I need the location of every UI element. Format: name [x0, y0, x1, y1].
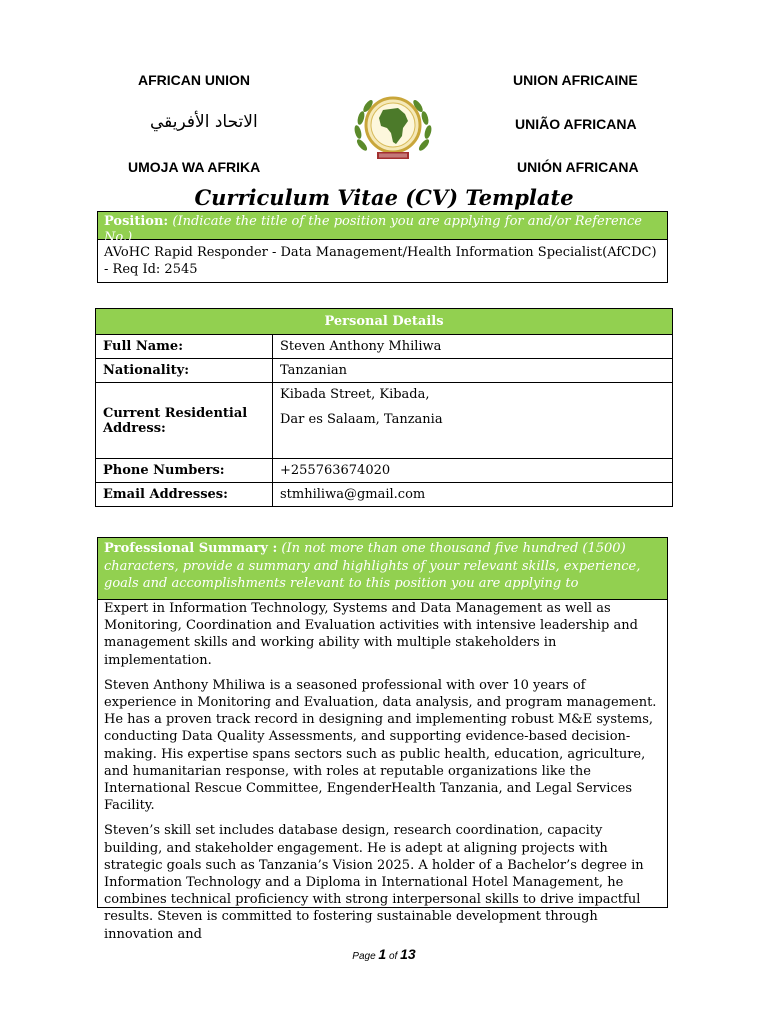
full-name-value: Steven Anthony Mhiliwa [273, 335, 673, 359]
full-name-label: Full Name: [96, 335, 273, 359]
position-section [97, 211, 668, 283]
table-row [96, 335, 673, 359]
address-value [273, 383, 673, 459]
address-label: Current Residential Address: [96, 383, 273, 459]
summary-body [98, 600, 667, 943]
header-french: UNION AFRICAINE [513, 72, 638, 88]
header-swahili: UMOJA WA AFRIKA [128, 159, 261, 175]
table-row [96, 383, 673, 459]
position-value: AVoHC Rapid Responder - Data Management/Health Information Specialist(AfCDC) - Req Id: 2545 [104, 245, 657, 277]
personal-details-table [95, 308, 673, 507]
table-row [96, 359, 673, 383]
total-pages: 13 [400, 946, 416, 962]
header-spanish: UNIÓN AFRICANA [517, 159, 639, 175]
page-number [0, 946, 768, 962]
page-word: Page [352, 951, 376, 962]
document-title: Curriculum Vitae (CV) Template [194, 185, 574, 210]
summary-paragraph: Steven’s skill set includes database design, research coordination, capacity building, and stakeholder engagement. He is adept at aligning projects with strategic goals such as Tanzania’s Vision 2025. A holder of a Bachelor’s degree in Information Technology and a Diploma in International Hotel Management, he combines technical proficiency with strong interpersonal skills to drive impactful results. Steven is committed to fostering sustainable development through innovation and [104, 823, 644, 942]
summary-paragraph: Steven Anthony Mhiliwa is a seasoned professional with over 10 years of experience in Monitoring and Evaluation, data analysis, and program management. He has a proven track record in designing and implementing robust M&E systems, conducting Data Quality Assessments, and supporting evidence-based decision-making. His expertise spans sectors such as public health, education, agriculture, and humanitarian response, with roles at reputable organizations like the International Rescue Committee, EngenderHealth Tanzania, and Legal Services Facility. [104, 677, 657, 814]
email-value: stmhiliwa@gmail.com [273, 483, 673, 507]
header-african-union: AFRICAN UNION [138, 72, 250, 88]
of-word: of [389, 951, 398, 962]
summary-hint: (In not more than one thousand five hundred (1500) characters, provide a summary and highlights of your relevant skills, experience, goals and accomplishments relevant to this position you are applying to [104, 541, 641, 591]
address-line-1: Kibada Street, Kibada, [280, 387, 430, 402]
phone-label: Phone Numbers: [96, 459, 273, 483]
nationality-value: Tanzanian [273, 359, 673, 383]
professional-summary-header [98, 538, 667, 600]
position-hint: (Indicate the title of the position you are applying for and/or Reference No.) [104, 214, 642, 245]
position-label: Position: [104, 214, 169, 229]
email-label: Email Addresses: [96, 483, 273, 507]
summary-paragraph: Expert in Information Technology, Systems and Data Management as well as Monitoring, Coordination and Evaluation activities with intensive leadership and management skills and working ability with multiple stakeholders in implementation. [104, 601, 638, 668]
header-portuguese: UNIÃO AFRICANA [515, 116, 637, 132]
current-page: 1 [378, 946, 387, 962]
nationality-label: Nationality: [96, 359, 273, 383]
personal-details-heading: Personal Details [96, 309, 673, 335]
professional-summary-section [97, 537, 668, 942]
african-union-emblem-icon [350, 88, 436, 164]
phone-value: +255763674020 [273, 459, 673, 483]
summary-label: Professional Summary : [104, 541, 278, 556]
address-line-2: Dar es Salaam, Tanzania [280, 412, 443, 427]
header-arabic: الاتحاد الأفريقي [150, 112, 258, 132]
table-row [96, 459, 673, 483]
table-row [96, 483, 673, 507]
position-header [98, 212, 667, 245]
